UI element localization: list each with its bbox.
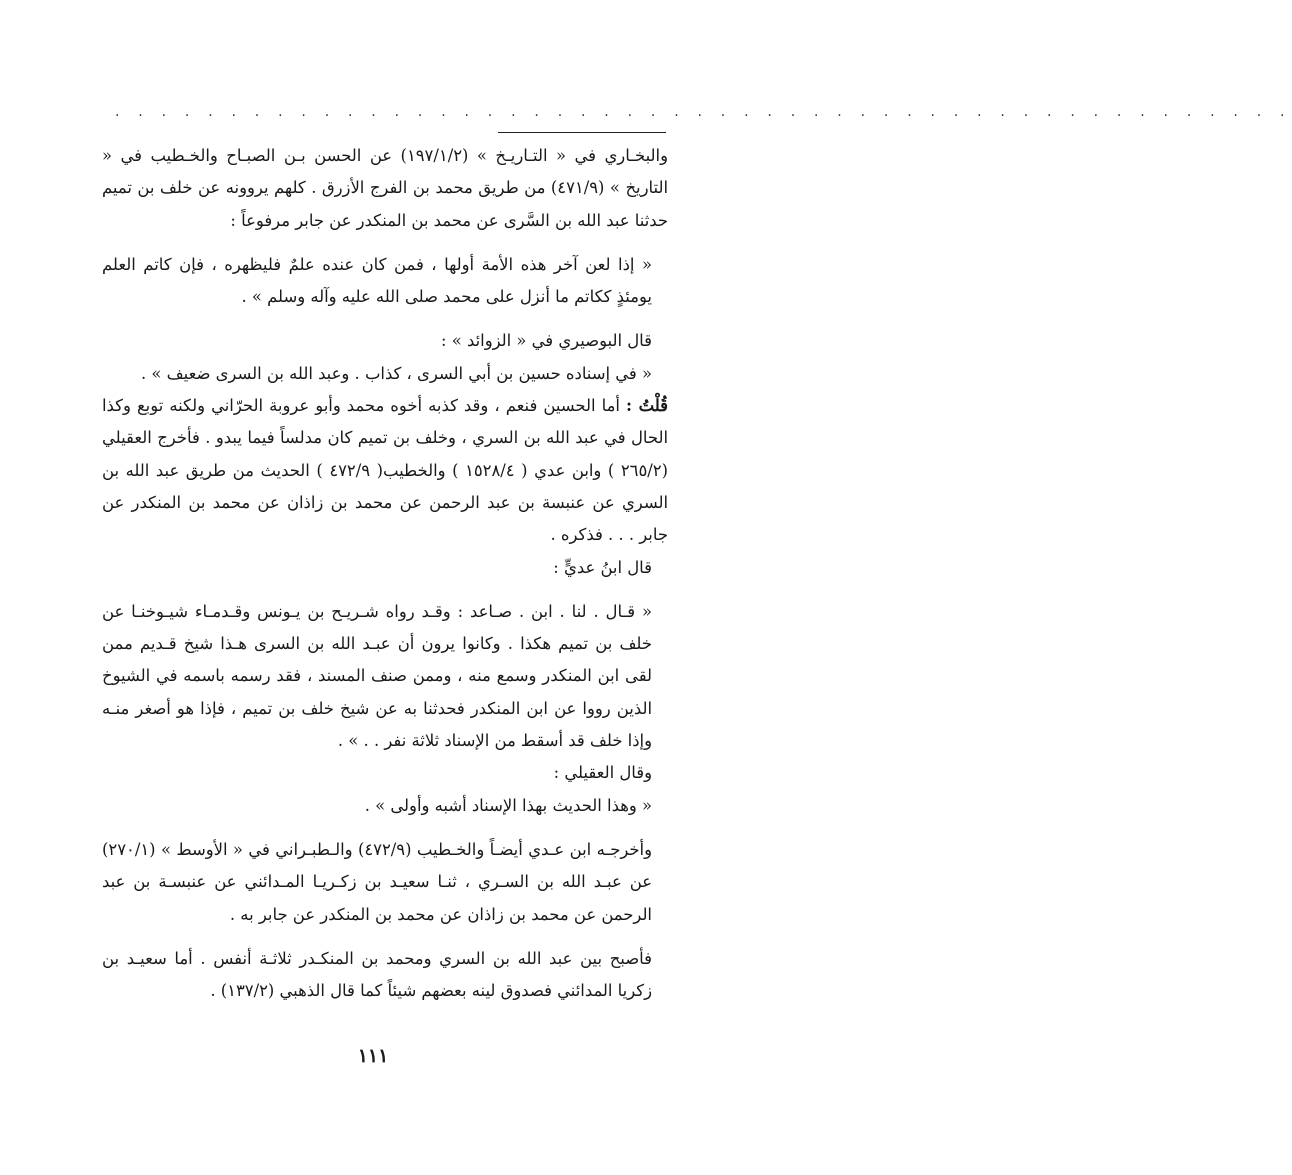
paragraph: والبخـاري في « التـاريـخ » (١٩٧/١/٢) عن الحسن بـن الصبـاح والخـطيب في « التاريخ » (٤٧١/٩) من طريق محمد بن الفرج الأزرق . كلهم يروونه عن خلف بن تميم حدثنا عبد الله بن السَّرى عن محمد بن المنكدر عن جابر مرفوعاً : xyxy=(102,146,669,230)
quote-paragraph: « وهذا الحديث بهذا الإسناد أشبه وأولى » . xyxy=(364,795,652,815)
qult-label: قُلْتُ : xyxy=(626,396,668,416)
footnote-separator-dots: · · · · · · · · · · · · · · · · · · · · · · · · · · · · · · · · · · · · · · · · · · · · · · · · · · · xyxy=(115,108,1292,124)
quote-paragraph: « في إسناده حسين بن أبي السرى ، كذاب . وعبد الله بن السرى ضعيف » . xyxy=(141,363,652,383)
paragraph: وأخرجـه ابن عـدي أيضـاً والخـطيب (٤٧٢/٩) والـطبـراني في « الأوسط » (٢٧٠/١) عن عبـد الله بن السـري ، ثنـا سعيـد بن زكـريـا المـدائني عن عنبسـة بن عبد الرحمن عن محمد بن زاذان عن محمد بن المنكدر عن جابر به . xyxy=(102,839,652,924)
paragraph: فأصبح بين عبد الله بن السري ومحمد بن المنكـدر ثلاثـة أنفس . أما سعيـد بن زكريا المدائني فصدوق لينه بعضهم شيئاً كما قال الذهبي (١٣٧/٢) . xyxy=(102,948,652,1001)
paragraph: قال البوصيري في « الزوائد » : xyxy=(441,331,652,351)
quote-paragraph: « قـال . لنا . ابن . صـاعد : وقـد رواه شـريـح بن يـونس وقـدمـاء شيـوخنـا عن خلف بن تميم هكذا . وكانوا يرون أن عبـد الله بن السرى هـذا شيخ قـديم ممن لقى ابن المنكدر وسمع منه ، وممن صنف المسند ، فقد رسمه باسمه في الشيوخ الذين رووا عن ابن المنكدر فحدثنا به عن شيخ خلف بن تميم ، فإذا هو أصغر منـه وإذا خلف قد أسقط من الإسناد ثلاثة نفر . . » . xyxy=(102,601,652,751)
paragraph: قال ابنُ عديٍّ : xyxy=(553,557,652,577)
footnote-rule xyxy=(498,132,666,133)
page-body xyxy=(102,140,668,1007)
paragraph: وقال العقيلي : xyxy=(553,763,652,783)
quote-paragraph: « إذا لعن آخر هذه الأمة أولها ، فمن كان عنده علمٌ فليظهره ، فإن كاتم العلم يومئذٍ ككاتم ما أنزل على محمد صلى الله عليه وآله وسلم » . xyxy=(102,254,652,307)
qult-text: أما الحسين فنعم ، وقد كذبه أخوه محمد وأبو عروبة الحرّاني ولكنه توبع وكذا الحال في عبد الله بن السري ، وخلف بن تميم كان مدلساً فيما يبدو . فأخرج العقيلي (٢٦٥/٢ ) وابن عدي ( ١٥٢٨/٤ ) والخطيب( ٤٧٢/٩ ) الحديث من طريق عبد الله بن السري عن عنبسة بن عبد الرحمن عن محمد بن زاذان عن محمد بن المنكدر عن جابر . . . فذكره . xyxy=(102,396,668,545)
page-number: ١١١ xyxy=(357,1045,389,1067)
qult-paragraph xyxy=(102,390,668,551)
